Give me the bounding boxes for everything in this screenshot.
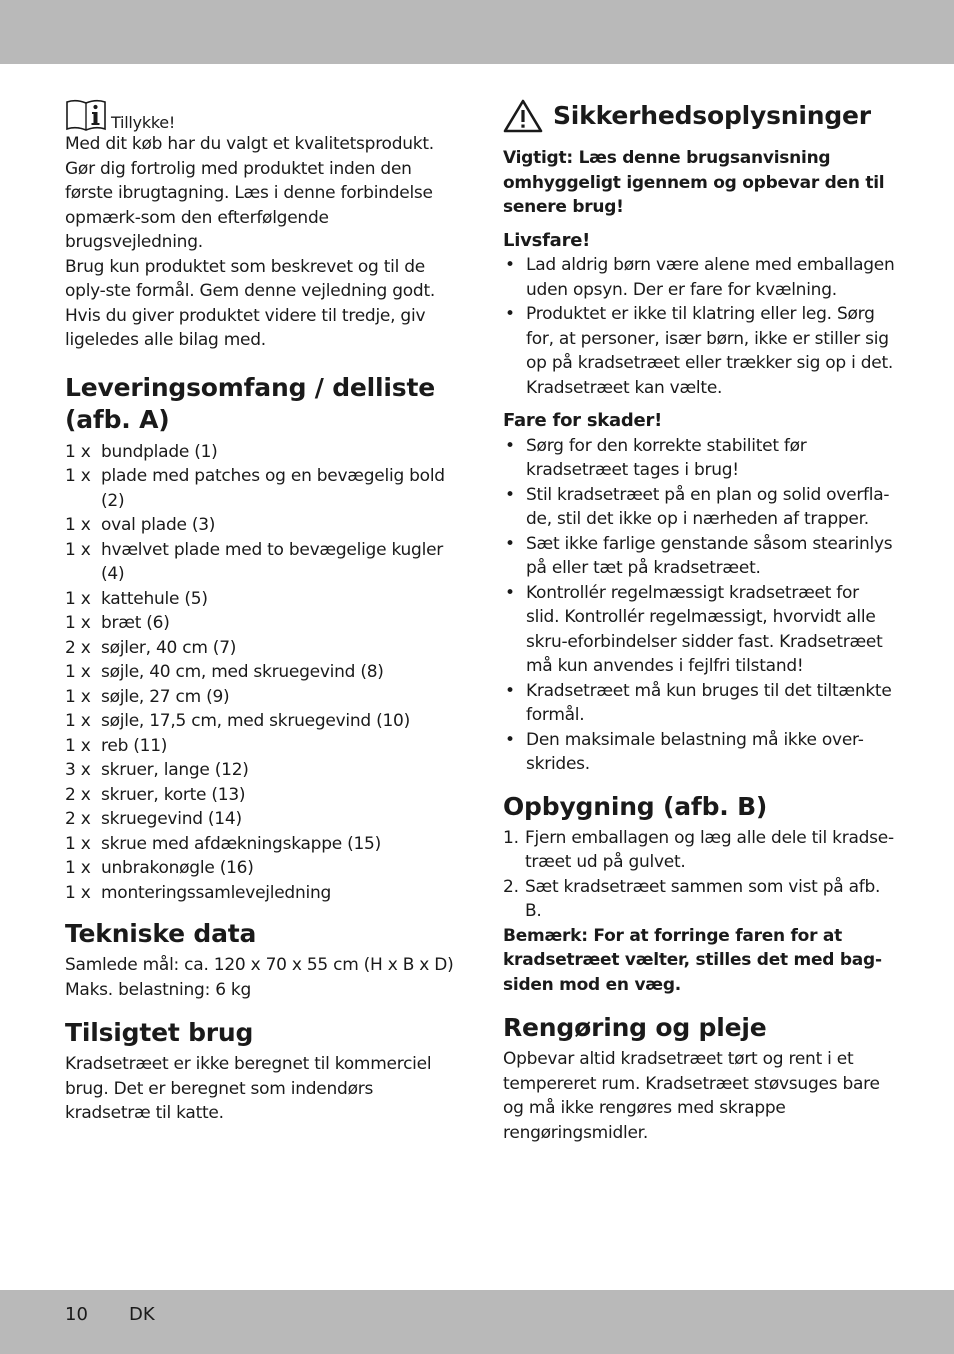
list-item: • Den maksimale belastning må ikke over-skrides. xyxy=(503,728,895,777)
technical-heading: Tekniske data xyxy=(65,919,257,948)
intro-heading-row xyxy=(65,96,457,132)
list-item: 1 x skrue med afdækningskappe (15) xyxy=(65,833,381,854)
list-item: • Stil kradsetræet på en plan og solid overfla-de, stil det ikke op i nærheden af trapper. xyxy=(503,483,895,532)
language-code: DK xyxy=(129,1304,155,1325)
list-item: 2 x søjler, 40 cm (7) xyxy=(65,637,237,658)
list-item: • Kradsetræet må kun bruges til det tiltænkte formål. xyxy=(503,679,895,728)
list-item: • Sæt ikke farlige genstande såsom stearinlys på eller tæt på kradsetræet. xyxy=(503,532,895,581)
list-item: 1 x kattehule (5) xyxy=(65,588,208,609)
list-item: 1 x hvælvet plade med to bevægelige kugler (4) xyxy=(65,539,444,584)
safety-important: Vigtigt: Læs denne brugsanvisning omhyggeligt igennem og opbevar den til senere brug! xyxy=(503,148,885,217)
list-item: 1 x bræt (6) xyxy=(65,613,170,633)
assembly-steps xyxy=(503,826,895,924)
safety-heading-row xyxy=(503,96,895,136)
intro-heading: Tillykke! xyxy=(111,113,176,132)
list-item: 1 x plade med patches og en bevægelig bold (2) xyxy=(65,466,445,511)
injury-heading: Fare for skader! xyxy=(503,410,663,431)
list-item: • Sørg for den korrekte stabilitet før kradsetræet tages i brug! xyxy=(503,434,895,483)
danger-heading: Livsfare! xyxy=(503,229,591,251)
list-item: • Produktet er ikke til klatring eller leg. Sørg for, at personer, især børn, ikke er stiller sig op på kradsetræet eller trækker sig op i det. Kradsetræet kan vælte. xyxy=(503,302,895,400)
care-heading: Rengøring og pleje xyxy=(503,1013,767,1042)
delivery-heading: Leveringsomfang / delliste (afb. A) xyxy=(65,372,435,434)
intended-use-heading: Tilsigtet brug xyxy=(65,1018,254,1047)
list-item: • Kontrollér regelmæssigt kradsetræet for slid. Kontrollér regelmæssigt, hvorvidt alle skru-eforbindelser sidder fast. Kradsetræet må kun anvendes i fejlfri tilstand! xyxy=(503,581,895,679)
safety-heading: Sikkerhedsoplysninger xyxy=(553,101,871,130)
list-item: 2 x skruer, korte (13) xyxy=(65,784,246,805)
danger-list xyxy=(503,253,895,400)
list-item: 1 x monteringssamlevejledning xyxy=(65,882,332,903)
list-item: 3 x skruer, lange (12) xyxy=(65,760,249,780)
intro-paragraph-1: Med dit køb har du valgt et kvalitetsprodukt. Gør dig fortrolig med produktet inden den første ibrugtagning. Læs i denne forbindelse opmærk-som den efterfølgende brugsvejledning. xyxy=(65,134,434,252)
list-item: 1 x unbrakonøgle (16) xyxy=(65,858,254,878)
list-item: 1 x bundplade (1) xyxy=(65,441,218,462)
right-column xyxy=(503,96,895,1145)
page-number: 10 xyxy=(65,1304,88,1325)
intended-use-text: Kradsetræet er ikke beregnet til kommerciel brug. Det er beregnet som indendørs kradsetræ til katte. xyxy=(65,1054,432,1123)
warning-triangle-icon xyxy=(503,98,543,134)
list-item: • Lad aldrig børn være alene med emballagen uden opsyn. Der er fare for kvælning. xyxy=(503,253,895,302)
manual-info-icon xyxy=(65,98,107,132)
list-item: 1 x søjle, 27 cm (9) xyxy=(65,686,230,707)
intro-paragraph-2: Brug kun produktet som beskrevet og til de oply-ste formål. Gem denne vejledning godt. Hvis du giver produktet videre til tredje, giv ligeledes alle bilag med. xyxy=(65,256,436,350)
left-column xyxy=(65,96,457,1126)
list-item: 1 x reb (11) xyxy=(65,735,168,756)
technical-dimensions: Samlede mål: ca. 120 x 70 x 55 cm (H x B x D) xyxy=(65,955,454,975)
care-text: Opbevar altid kradsetræet tørt og rent i et tempereret rum. Kradsetræet støvsuges bare og må ikke rengøres med skrappe rengøringsmidler. xyxy=(503,1049,880,1143)
list-item: 2. Sæt kradsetræet sammen som vist på afb. B. xyxy=(503,876,881,921)
assembly-note: Bemærk: For at forringe faren for at kradsetræet vælter, stilles det med bag-siden mod en væg. xyxy=(503,925,882,995)
assembly-heading: Opbygning (afb. B) xyxy=(503,791,768,821)
technical-max-load: Maks. belastning: 6 kg xyxy=(65,979,252,1000)
list-item: 1 x søjle, 17,5 cm, med skruegevind (10) xyxy=(65,711,410,731)
list-item: 1. Fjern emballagen og læg alle dele til kradse-træet ud på gulvet. xyxy=(503,827,894,872)
injury-list xyxy=(503,434,895,777)
list-item: 2 x skruegevind (14) xyxy=(65,809,242,829)
list-item: 1 x søjle, 40 cm, med skruegevind (8) xyxy=(65,662,384,682)
parts-list xyxy=(65,440,457,906)
list-item: 1 x oval plade (3) xyxy=(65,515,216,535)
top-bar xyxy=(0,0,954,64)
